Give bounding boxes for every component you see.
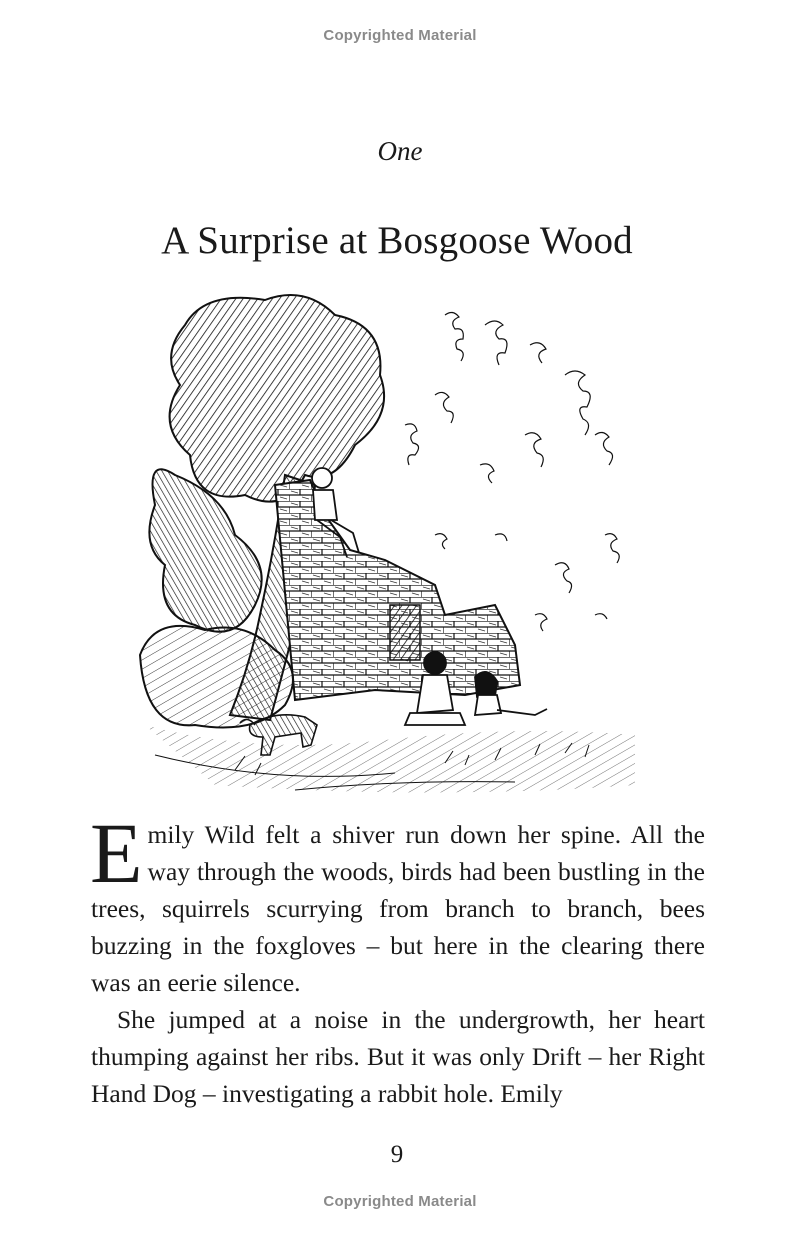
copyright-watermark-bottom: Copyrighted Material bbox=[323, 1193, 477, 1210]
chapter-illustration bbox=[135, 285, 645, 800]
chapter-number: One bbox=[377, 136, 423, 166]
chapter-title: A Surprise at Bosgoose Wood bbox=[161, 219, 633, 262]
page-number: 9 bbox=[390, 1141, 404, 1168]
drop-cap: E bbox=[90, 805, 143, 901]
paragraph-2: She jumped at a noise in the undergrowth, her heart thumping against her ribs. But it was only Drift – her Right Hand Dog – investigating a rabbit hole. Emily bbox=[91, 1005, 705, 1108]
copyright-watermark-top: Copyrighted Material bbox=[323, 27, 477, 44]
paragraph-1-text: mily Wild felt a shiver run down her spine. All the way through the woods, birds had been bustling in the trees, squirrels scurrying from branch to branch, bees buzzing in the foxgloves – but here in the clearing there was an eerie silence. bbox=[91, 820, 705, 997]
paragraph-1 bbox=[90, 805, 705, 1001]
body-text bbox=[90, 805, 705, 1112]
